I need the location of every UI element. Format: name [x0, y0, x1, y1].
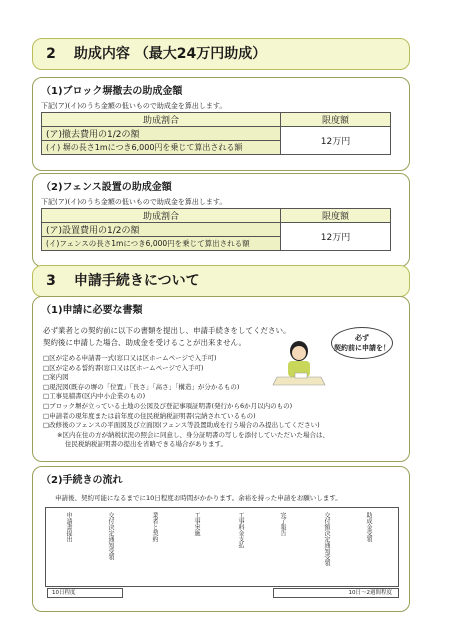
documents-intro-2: 契約後に申請した場合、助成金を受けることが出来ません。 [43, 338, 246, 347]
section3-number: 3 [46, 273, 56, 289]
table-limit: 12万円 [281, 127, 391, 155]
documents-footnote-1: ※区内在住の方が納税状況の照会に同意し、身分証明書の写しを添付していただいた場合は、 [57, 430, 329, 439]
step-construction: 工事実施 [193, 512, 200, 536]
step-grant-notice: 交付決定通知受領 [107, 512, 114, 560]
documents-intro-1: 必ず業者との契約前に以下の書類を提出し、申請手続きをしてください。 [43, 326, 291, 335]
bubble-line-2: 契約前に申請を！ [334, 344, 390, 352]
table-header-limit: 限度額 [281, 209, 391, 223]
duration-bar-2: 10日～2週間程度 [273, 588, 399, 598]
documents-title: （1)申請に必要な書類 [41, 305, 143, 316]
duration-bar-1: 10日程度 [47, 588, 123, 598]
table-limit: 12万円 [281, 223, 391, 251]
block-removal-note: 下記(ア)(イ)のうち金額の低いもので助成金を算出します。 [41, 102, 227, 110]
table-row-a: (ア)設置費用の1/2の額 [42, 223, 281, 237]
section3-banner [32, 265, 410, 297]
block-removal-title: （1)ブロック塀撤去の助成金額 [41, 86, 183, 97]
section3-title: 申請手続きについて [73, 273, 200, 289]
table-header-limit: 限度額 [281, 113, 391, 127]
step-receive-grant: 助成金受領 [365, 512, 372, 542]
fence-box [32, 173, 410, 267]
list-item: □ブロック塀が立っている土地の公図及び登記事項証明書(発行から6か月以内のもの) [43, 401, 293, 410]
list-item: □工事見積書(区内中小企業のもの) [43, 392, 146, 401]
table-row-a: (ア)撤去費用の1/2の額 [42, 127, 281, 141]
table-row-b: (イ)フェンスの長さ1mにつき6,000円を乗じて算出される額 [42, 237, 281, 251]
step-completion: 完了報告 [279, 512, 286, 536]
fence-title: （2)フェンス設置の助成金額 [41, 182, 172, 193]
fence-table [41, 208, 391, 251]
section2-highlight: （最大24万円助成） [134, 46, 267, 62]
list-item: □区が定める誓約書(窓口又は区ホームページで入手可) [43, 363, 204, 372]
table-header-rate: 助成割合 [42, 209, 281, 223]
list-item: □案内図 [43, 373, 69, 382]
flow-steps [45, 507, 399, 587]
documents-list [43, 354, 329, 450]
table-header-rate: 助成割合 [42, 113, 281, 127]
section2-title: 助成内容 [73, 46, 130, 62]
flow-box [32, 466, 410, 612]
section2-banner [32, 38, 410, 70]
step-payment: 工事料金支払 [237, 512, 244, 548]
list-item: □現況図(既存の塀の「位置」「長さ」「高さ」「構造」が分かるもの) [43, 382, 240, 391]
list-item: □改修後のフェンスの平面図及び立面図(フェンス等設置助成を行う場合のみ提出してください) [43, 421, 320, 430]
list-item: □区が定める申請書一式(窓口又は区ホームページで入手可) [43, 354, 217, 362]
table-row-b: (イ) 塀の長さ1mにつき6,000円を乗じて算出される額 [42, 141, 281, 155]
step-amount-notice: 交付額決定通知受領 [323, 512, 330, 566]
section2-number: 2 [46, 46, 56, 62]
bubble-line-1: 必ず [355, 334, 369, 342]
step-contract: 業者と契約 [151, 512, 158, 542]
notice-bubble [331, 327, 393, 359]
fence-note: 下記(ア)(イ)のうち金額の低いもので助成金を算出します。 [41, 198, 227, 206]
documents-box [32, 296, 410, 462]
flow-intro: 申請後、契約可能になるまでに10日程度お時間がかかります。余裕を持った申請をお願いします。 [55, 494, 342, 502]
step-application: 申請書提出 [65, 512, 72, 542]
flow-title: （2)手続きの流れ [41, 475, 123, 486]
block-removal-table [41, 112, 391, 155]
documents-footnote-2: 住民税納税証明書の提出を省略できる場合があります。 [65, 440, 227, 449]
block-removal-box [32, 77, 410, 171]
list-item: □申請者の現年度または前年度の住民税納税証明書(完納されているもの) [43, 411, 256, 420]
